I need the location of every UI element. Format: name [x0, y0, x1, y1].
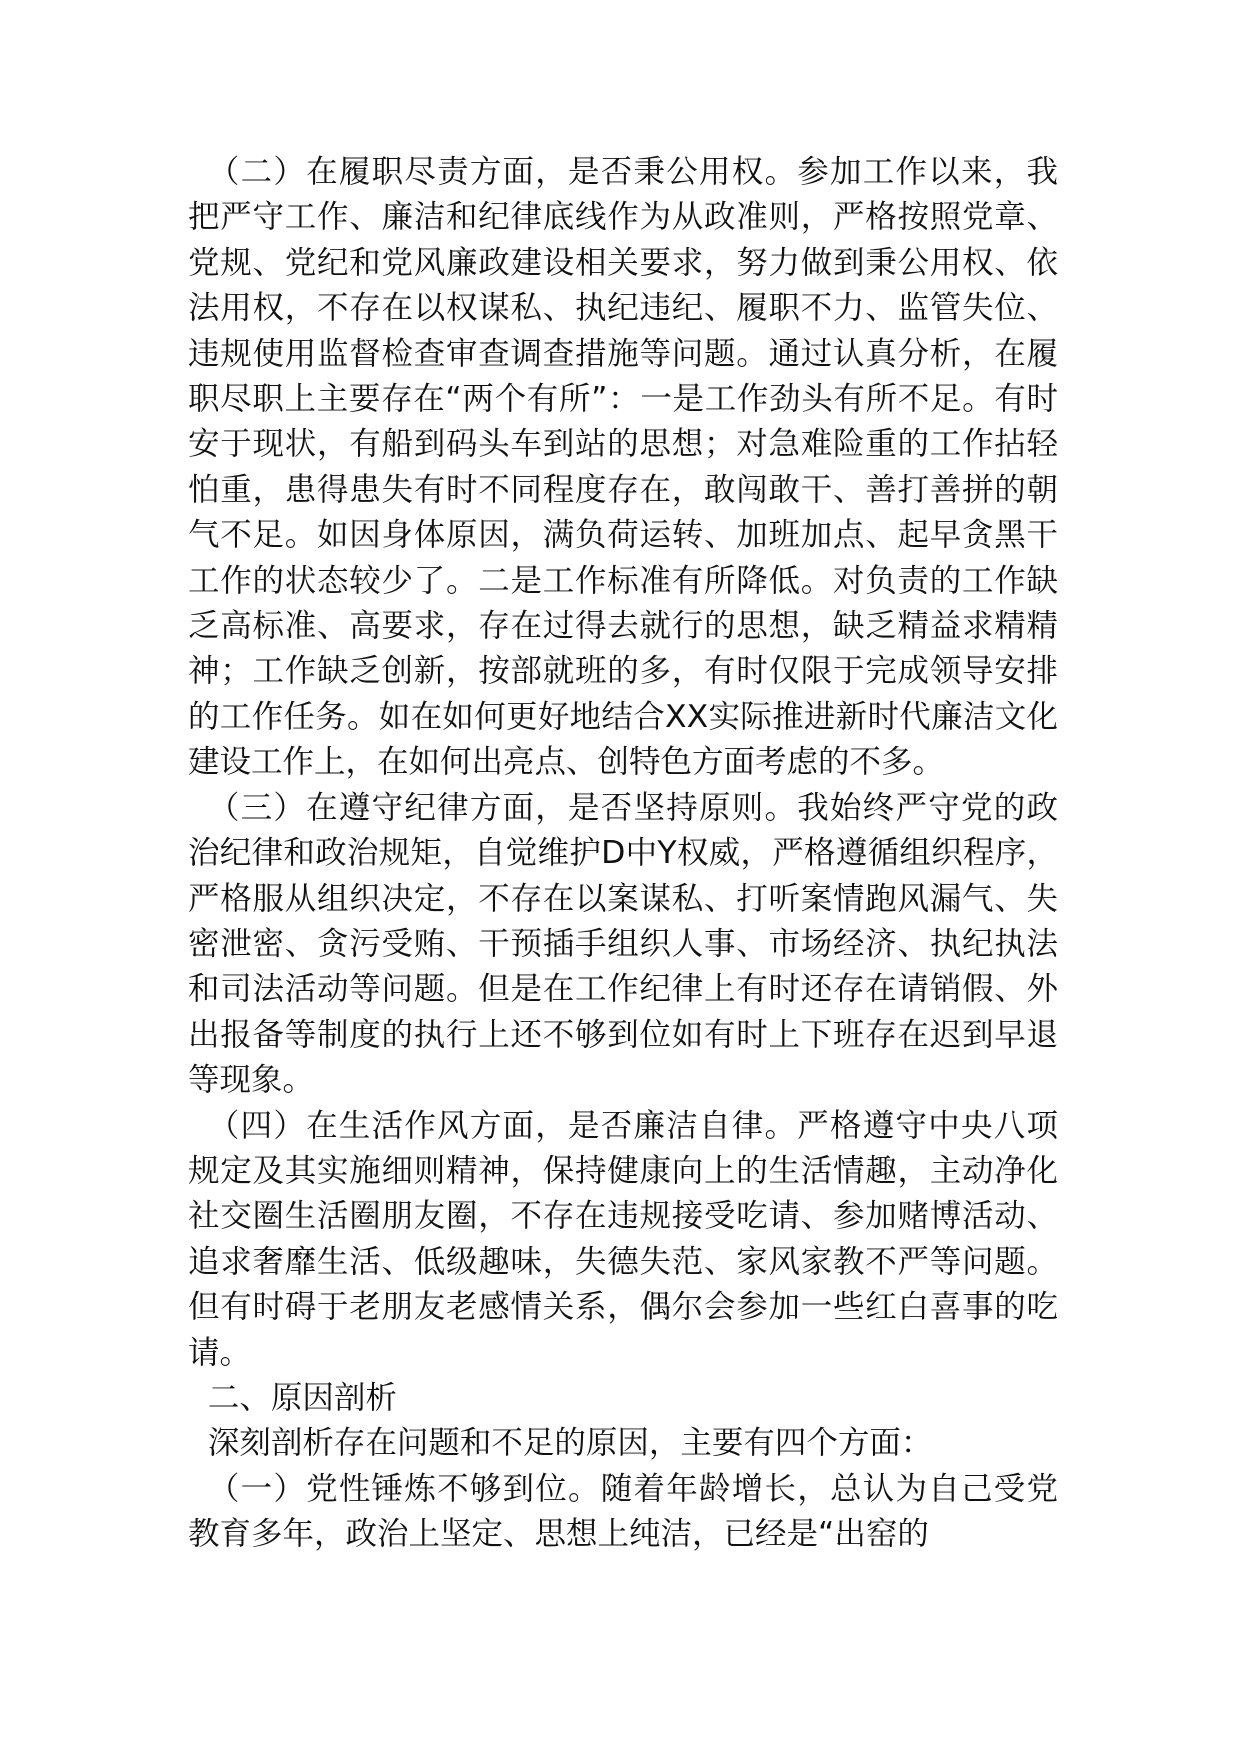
- paragraph-section-two-duty: （二）在履职尽责方面，是否秉公用权。参加工作以来，我把严守工作、廉洁和纪律底线作为从政准则，严格按照党章、党规、党纪和党风廉政建设相关要求，努力做到秉公用权、依法用权，不存在以权谋私、执纪违纪、履职不力、监管失位、违规使用监督检查审查调查措施等问题。通过认真分析，在履职尽职上主要存在“两个有所”：一是工作劲头有所不足。有时安于现状，有船到码头车到站的思想；对急难险重的工作拈轻怕重，患得患失有时不同程度存在，敢闯敢干、善打善拼的朝气不足。如因身体原因，满负荷运转、加班加点、起早贪黑干工作的状态较少了。二是工作标准有所降低。对负责的工作缺乏高标准、高要求，存在过得去就行的思想，缺乏精益求精精神；工作缺乏创新，按部就班的多，有时仅限于完成领导安排的工作任务。如在如何更好地结合XX实际推进新时代廉洁文化建设工作上，在如何出亮点、创特色方面考虑的不多。: [188, 154, 1058, 781]
- paragraph-cause-intro: 深刻剖析存在问题和不足的原因，主要有四个方面：: [207, 1425, 933, 1462]
- paragraph-section-four-lifestyle: （四）在生活作风方面，是否廉洁自律。严格遵守中央八项规定及其实施细则精神，保持健康向上的生活情趣，主动净化社交圈生活圈朋友圈，不存在违规接受吃请、参加赌博活动、追求奢靡生活、低级趣味，失德失范、家风家教不严等问题。但有时碍于老朋友老感情关系，偶尔会参加一些红白喜事的吃请。: [188, 1107, 1058, 1371]
- document-page: [188, 150, 1058, 1558]
- paragraph-section-three-discipline: （三）在遵守纪律方面，是否坚持原则。我始终严守党的政治纪律和政治规矩，自觉维护D中Y权威，严格遵循组织程序，严格服从组织决定，不存在以案谋私、打听案情跑风漏气、失密泄密、贪污受贿、干预插手组织人事、市场经济、执纪执法和司法活动等问题。但是在工作纪律上有时还存在请销假、外出报备等制度的执行上还不够到位如有时上下班存在迟到早退等现象。: [188, 789, 1058, 1099]
- section-heading-cause-analysis: 二、原因剖析: [207, 1379, 397, 1416]
- paragraph-cause-one-party-spirit: （一）党性锤炼不够到位。随着年龄增长，总认为自己受党教育多年，政治上坚定、思想上纯洁，已经是“出窑的: [188, 1470, 1058, 1553]
